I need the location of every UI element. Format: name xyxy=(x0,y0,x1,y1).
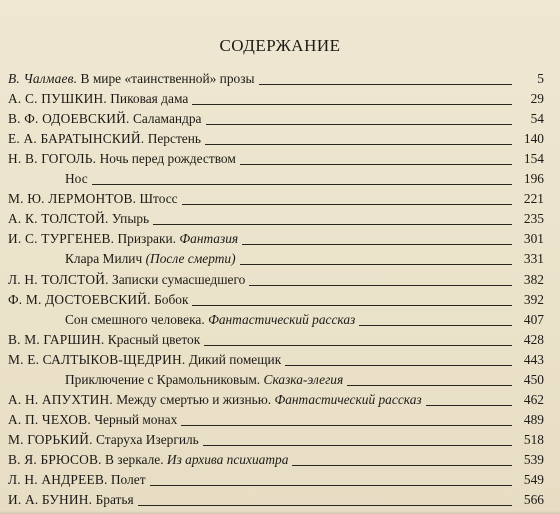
toc-work-title: Красный цветок xyxy=(107,331,201,347)
toc-page-number: 539 xyxy=(523,451,544,467)
toc-work-subtitle: Сказка-элегия xyxy=(263,371,344,387)
leader-rule xyxy=(249,285,512,286)
toc-entry-text xyxy=(8,392,422,408)
toc-work-title: Между смертью и жизнью. xyxy=(116,391,272,407)
toc-work-title: Приключение с Крамольниковым. xyxy=(65,371,261,387)
toc-work-title: Записки сумасшедшего xyxy=(112,271,246,287)
toc-entry xyxy=(8,308,544,328)
toc-entry-text xyxy=(8,352,281,368)
toc-entry xyxy=(8,187,544,207)
leader-rule xyxy=(138,505,512,506)
leader-rule xyxy=(204,345,512,346)
toc-author: В. Ф. ОДОЕВСКИЙ. xyxy=(8,111,130,127)
toc-author: А. К. ТОЛСТОЙ. xyxy=(8,211,109,227)
toc-page-number: 450 xyxy=(523,371,544,387)
toc-author: А. П. ЧЕХОВ. xyxy=(8,411,91,427)
toc-author: А. Н. АПУХТИН. xyxy=(8,391,113,407)
toc-page-number: 549 xyxy=(523,472,544,487)
page-title: СОДЕРЖАНИЕ xyxy=(219,36,341,55)
toc-page-number: 566 xyxy=(523,492,544,508)
toc-page-number: 489 xyxy=(523,411,544,427)
toc-entry xyxy=(8,167,544,187)
toc-entry-text xyxy=(8,191,178,207)
toc-entry xyxy=(8,368,544,388)
toc-work-subtitle: Фантастический рассказ xyxy=(274,391,422,407)
toc-work-title: Бобок xyxy=(154,291,189,307)
toc-entry xyxy=(8,288,544,308)
leader-rule xyxy=(285,365,512,366)
toc-page-number: 29 xyxy=(530,91,544,107)
toc-work-title: Ночь перед рождеством xyxy=(99,151,236,167)
toc-author: Л. Н. ТОЛСТОЙ. xyxy=(8,271,109,287)
toc-page-number: 54 xyxy=(530,111,544,127)
leader-rule xyxy=(206,124,513,125)
toc-page-number: 382 xyxy=(523,271,544,287)
leader-rule xyxy=(240,264,512,265)
toc-work-title: Нос xyxy=(65,171,88,187)
toc-work-title: В зеркале. xyxy=(105,451,164,467)
leader-rule xyxy=(92,184,512,185)
toc-entry xyxy=(8,428,544,448)
toc-entry xyxy=(8,67,544,87)
toc-entry xyxy=(8,227,544,247)
toc-page-number: 443 xyxy=(523,351,544,367)
toc-entry-text xyxy=(8,151,236,167)
toc-entry xyxy=(8,328,544,348)
toc-entry xyxy=(8,87,544,107)
toc-page-number: 428 xyxy=(523,331,544,347)
toc-work-title: Клара Милич xyxy=(65,251,143,267)
toc-entry-text xyxy=(8,332,200,348)
toc-page-number: 5 xyxy=(537,71,544,86)
toc-entry xyxy=(8,448,544,468)
toc-entry-text xyxy=(8,432,199,448)
toc-entry xyxy=(8,107,544,127)
toc-work-subtitle: Фантазия xyxy=(179,231,239,247)
toc-entry-text xyxy=(8,111,202,127)
toc-page-number: 235 xyxy=(523,211,544,227)
leader-rule xyxy=(181,425,512,426)
leader-rule xyxy=(292,465,512,466)
toc-author: Е. А. БАРАТЫНСКИЙ. xyxy=(8,131,145,147)
leader-rule xyxy=(192,305,512,306)
toc-author: В. М. ГАРШИН. xyxy=(8,331,105,347)
toc-author: И. С. ТУРГЕНЕВ. xyxy=(8,231,115,247)
toc-entry-text xyxy=(8,272,245,288)
toc-entry-text xyxy=(8,231,238,247)
leader-rule xyxy=(426,405,512,406)
toc-entry-text xyxy=(8,71,255,87)
toc-page-number: 196 xyxy=(523,171,544,187)
toc-author: М. Ю. ЛЕРМОНТОВ. xyxy=(8,191,137,207)
toc-page-number: 221 xyxy=(523,191,544,207)
leader-rule xyxy=(203,445,512,446)
toc-work-title: Перстень xyxy=(147,131,202,147)
toc-entry-text xyxy=(8,492,134,508)
toc-page-number: 301 xyxy=(523,231,544,247)
toc-work-title: Старуха Изергиль xyxy=(96,431,199,447)
toc-author: М. Е. САЛТЫКОВ-ЩЕДРИН. xyxy=(8,351,186,367)
toc-work-subtitle: (После смерти) xyxy=(145,251,236,267)
leader-rule xyxy=(347,385,512,386)
toc-work-title: Черный монах xyxy=(94,411,178,427)
toc-work-title: Упырь xyxy=(111,211,150,227)
toc-entry xyxy=(8,468,544,488)
toc-entry-text xyxy=(8,452,288,468)
leader-rule xyxy=(182,204,512,205)
toc-page-number: 518 xyxy=(523,431,544,447)
leader-rule xyxy=(242,244,512,245)
toc-work-title: Пиковая дама xyxy=(110,91,189,107)
toc-entry-text xyxy=(8,472,146,488)
toc-work-title: Полет xyxy=(110,472,146,487)
toc-author: Л. Н. АНДРЕЕВ. xyxy=(8,472,108,487)
toc-work-title: Призраки. xyxy=(117,231,176,247)
toc-author: И. А. БУНИН. xyxy=(8,492,93,508)
toc-page-number: 140 xyxy=(523,131,544,147)
toc-entry-text xyxy=(8,372,343,388)
toc-entry xyxy=(8,147,544,167)
toc-author: Ф. М. ДОСТОЕВСКИЙ. xyxy=(8,291,151,307)
toc-entry xyxy=(8,247,544,267)
toc-author: А. С. ПУШКИН. xyxy=(8,91,107,107)
toc-page-number: 392 xyxy=(523,291,544,307)
toc-work-title: Дикий помещик xyxy=(188,351,282,367)
toc-author: В. Я. БРЮСОВ. xyxy=(8,451,102,467)
leader-rule xyxy=(259,84,512,85)
toc-entry-text xyxy=(8,292,188,308)
toc-work-subtitle: Фантастический рассказ xyxy=(208,311,356,327)
toc-work-title: Братья xyxy=(95,492,134,508)
leader-rule xyxy=(150,485,512,486)
toc-entry-text xyxy=(8,91,188,107)
toc-entry-text xyxy=(8,251,236,267)
toc-entry xyxy=(8,207,544,227)
toc-page-number: 331 xyxy=(523,251,544,267)
toc-author: В. Чалмаев. xyxy=(8,71,78,86)
toc-entry xyxy=(8,268,544,288)
toc-page-number: 462 xyxy=(523,391,544,407)
toc-entry xyxy=(8,388,544,408)
leader-rule xyxy=(240,164,512,165)
toc-work-title: Штосс xyxy=(139,191,178,207)
leader-rule xyxy=(359,325,512,326)
toc-entry xyxy=(8,408,544,428)
toc-entry-text xyxy=(8,211,149,227)
toc-entry-text xyxy=(8,312,355,328)
leader-rule xyxy=(153,224,512,225)
toc-page-number: 407 xyxy=(523,311,544,327)
toc-work-subtitle: Из архива психиатра xyxy=(166,451,289,467)
leader-rule xyxy=(205,144,512,145)
toc-entry xyxy=(8,127,544,147)
toc-entry xyxy=(8,348,544,368)
toc-work-title: Сон смешного человека. xyxy=(65,311,205,327)
toc-work-title: В мире «таинственной» прозы xyxy=(80,71,255,86)
toc-entry-text xyxy=(8,412,177,428)
toc-author: М. ГОРЬКИЙ. xyxy=(8,431,93,447)
toc-work-title: Саламандра xyxy=(132,111,202,127)
toc-page-number: 154 xyxy=(523,151,544,167)
toc-entry-text xyxy=(8,171,88,187)
toc-author: Н. В. ГОГОЛЬ. xyxy=(8,151,97,167)
leader-rule xyxy=(192,104,512,105)
toc-entry xyxy=(8,488,544,508)
toc-entry-text xyxy=(8,131,201,147)
